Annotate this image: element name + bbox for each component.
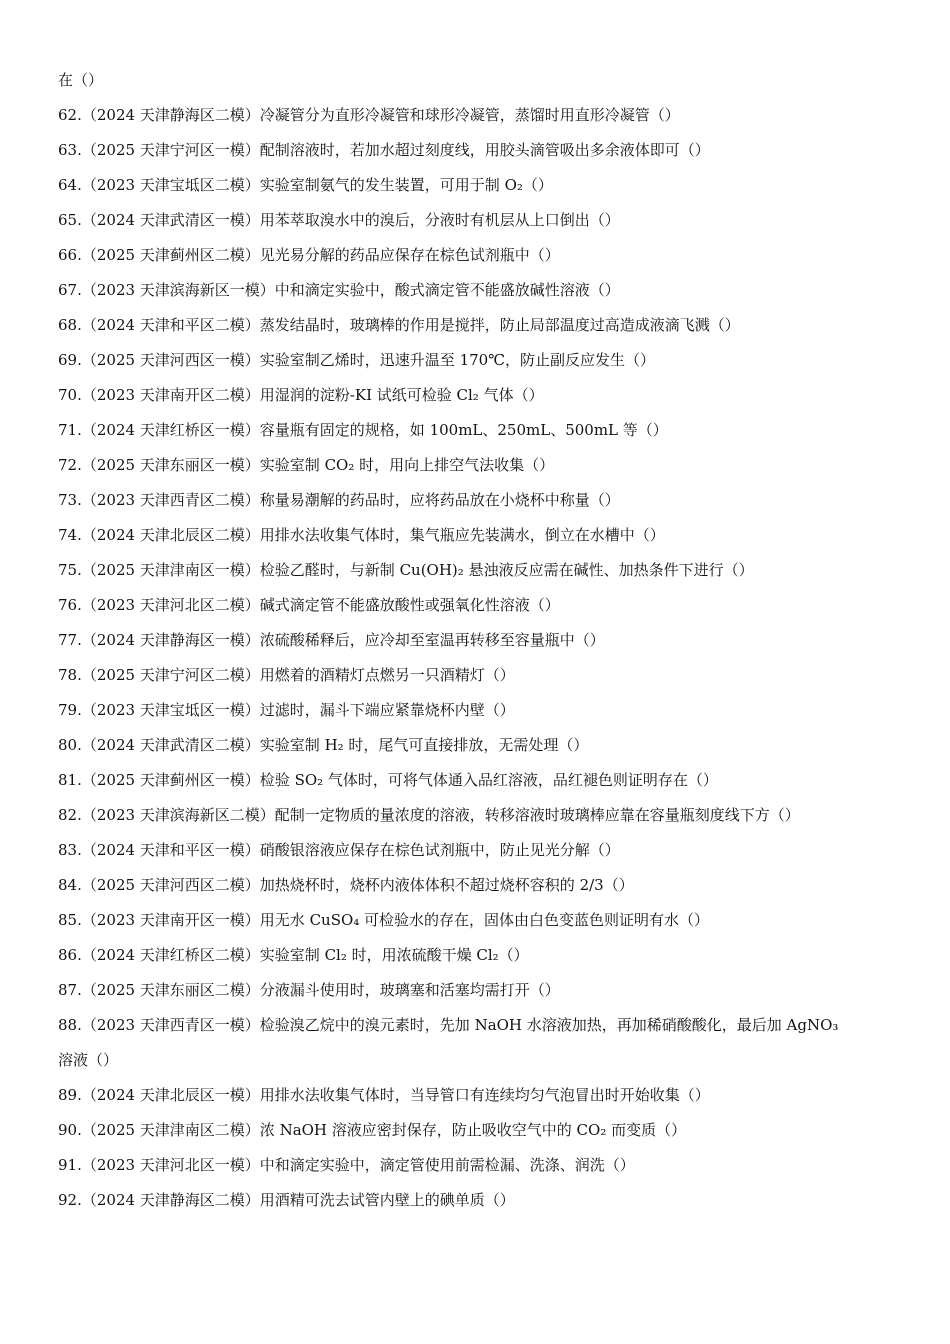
- question-item: 83.（2024 天津和平区一模）硝酸银溶液应保存在棕色试剂瓶中，防止见光分解（）: [58, 841, 620, 859]
- question-item: 84.（2025 天津河西区二模）加热烧杯时，烧杯内液体体积不超过烧杯容积的 2/3（）: [58, 876, 634, 894]
- items-group-b: [58, 1080, 898, 1220]
- question-item: 79.（2023 天津宝坻区一模）过滤时，漏斗下端应紧靠烧杯内壁（）: [58, 701, 515, 719]
- question-item: 70.（2023 天津南开区二模）用湿润的淀粉-KI 试纸可检验 Cl₂ 气体（）: [58, 386, 544, 404]
- question-item: 68.（2024 天津和平区二模）蒸发结晶时，玻璃棒的作用是搅拌，防止局部温度过高造成液滴飞溅（）: [58, 316, 740, 334]
- question-list: [58, 65, 898, 1220]
- question-item: 62.（2024 天津静海区二模）冷凝管分为直形冷凝管和球形冷凝管，蒸馏时用直形冷凝管（）: [58, 106, 680, 124]
- question-item: 92.（2024 天津静海区二模）用酒精可洗去试管内壁上的碘单质（）: [58, 1191, 515, 1209]
- question-item: 86.（2024 天津红桥区二模）实验室制 Cl₂ 时，用浓硫酸干燥 Cl₂（）: [58, 946, 529, 964]
- question-item: 82.（2023 天津滨海新区二模）配制一定物质的量浓度的溶液，转移溶液时玻璃棒应靠在容量瓶刻度线下方（）: [58, 806, 800, 824]
- question-item: 64.（2023 天津宝坻区二模）实验室制氨气的发生装置，可用于制 O₂（）: [58, 176, 553, 194]
- item-88-continuation: 溶液（）: [58, 1051, 119, 1069]
- question-item: 75.（2025 天津津南区一模）检验乙醛时，与新制 Cu(OH)₂ 悬浊液反应需在碱性、加热条件下进行（）: [58, 561, 754, 579]
- question-item: 80.（2024 天津武清区二模）实验室制 H₂ 时，尾气可直接排放，无需处理（）: [58, 736, 589, 754]
- lead-fragment: 在（）: [58, 71, 104, 89]
- question-item: 67.（2023 天津滨海新区一模）中和滴定实验中，酸式滴定管不能盛放碱性溶液（）: [58, 281, 620, 299]
- question-item: 63.（2025 天津宁河区一模）配制溶液时，若加水超过刻度线，用胶头滴管吸出多余液体即可（）: [58, 141, 710, 159]
- question-item: 91.（2023 天津河北区一模）中和滴定实验中，滴定管使用前需检漏、洗涤、润洗（）: [58, 1156, 635, 1174]
- question-item: 73.（2023 天津西青区二模）称量易潮解的药品时，应将药品放在小烧杯中称量（）: [58, 491, 620, 509]
- question-item: 77.（2024 天津静海区一模）浓硫酸稀释后，应冷却至室温再转移至容量瓶中（）: [58, 631, 605, 649]
- question-item: 90.（2025 天津津南区二模）浓 NaOH 溶液应密封保存，防止吸收空气中的 CO₂ 而变质（）: [58, 1121, 687, 1139]
- question-item: 76.（2023 天津河北区二模）碱式滴定管不能盛放酸性或强氧化性溶液（）: [58, 596, 560, 614]
- question-item: 88.（2023 天津西青区一模）检验溴乙烷中的溴元素时，先加 NaOH 水溶液加热，再加稀硝酸酸化，最后加 AgNO₃: [58, 1016, 839, 1034]
- question-item: 78.（2025 天津宁河区二模）用燃着的酒精灯点燃另一只酒精灯（）: [58, 666, 515, 684]
- question-item: 89.（2024 天津北辰区一模）用排水法收集气体时，当导管口有连续均匀气泡冒出时开始收集（）: [58, 1086, 710, 1104]
- question-item: 74.（2024 天津北辰区二模）用排水法收集气体时，集气瓶应先装满水，倒立在水槽中（）: [58, 526, 665, 544]
- items-group-a: [58, 100, 898, 1045]
- question-item: 66.（2025 天津蓟州区二模）见光易分解的药品应保存在棕色试剂瓶中（）: [58, 246, 560, 264]
- question-item: 72.（2025 天津东丽区一模）实验室制 CO₂ 时，用向上排空气法收集（）: [58, 456, 555, 474]
- question-item: 81.（2025 天津蓟州区一模）检验 SO₂ 气体时，可将气体通入品红溶液，品红褪色则证明存在（）: [58, 771, 718, 789]
- question-item: 71.（2024 天津红桥区一模）容量瓶有固定的规格，如 100mL、250mL、500mL 等（）: [58, 421, 668, 439]
- question-item: 87.（2025 天津东丽区二模）分液漏斗使用时，玻璃塞和活塞均需打开（）: [58, 981, 560, 999]
- question-item: 85.（2023 天津南开区一模）用无水 CuSO₄ 可检验水的存在，固体由白色变蓝色则证明有水（）: [58, 911, 710, 929]
- question-item: 65.（2024 天津武清区一模）用苯萃取溴水中的溴后，分液时有机层从上口倒出（）: [58, 211, 620, 229]
- question-item: 69.（2025 天津河西区一模）实验室制乙烯时，迅速升温至 170℃，防止副反应发生（）: [58, 351, 655, 369]
